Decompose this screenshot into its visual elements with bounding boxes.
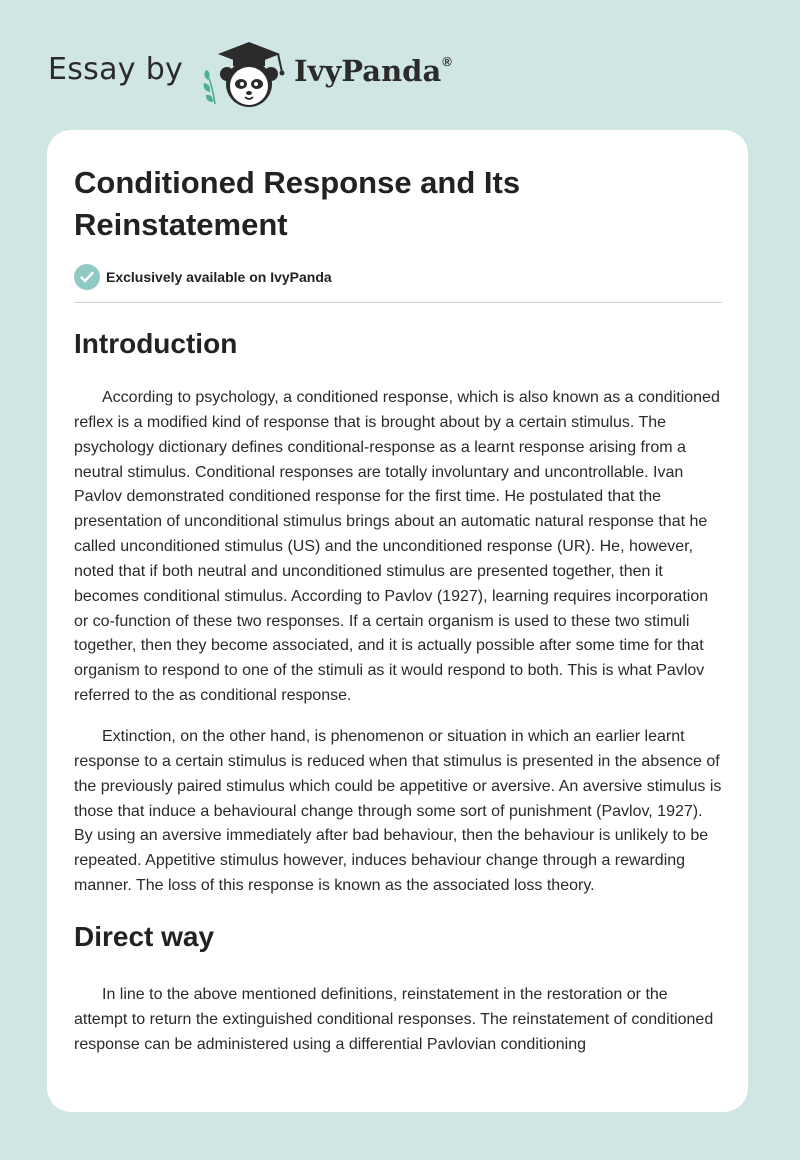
paragraph: According to psychology, a conditioned response, which is also known as a conditioned reflex is a modified kind of response that is brought about by a certain stimulus. The psychology dictionary defines conditional-response as a learnt response arising from a neutral stimulus. Conditional responses are totally involuntary and uncontrollable. Ivan Pavlov demonstrated conditioned response for the first time. He postulated that the presentation of unconditional stimulus brings about an automatic natural response that he called unconditioned stimulus (US) and the unconditioned response (UR). He, however, noted that if both neutral and unconditioned stimulus are presented together, then it becomes conditional stimulus. According to Pavlov (1927), learning requires incorporation or co-function of these two responses. If a certain organism is used to these two stimuli together, then they become associated, and it is actually possible after some time for that organism to respond to one of the stimuli as it would respond to both. This is what Pavlov referred to the as conditional response. xyxy=(74,389,720,705)
essay-body xyxy=(74,318,724,1057)
check-mark-graphic xyxy=(80,271,94,283)
exclusive-badge xyxy=(74,264,332,290)
paragraph: In line to the above mentioned definitions, reinstatement in the restoration or the attempt to return the extinguished conditional responses. The reinstatement of conditioned response can be administered using a differential Pavlovian conditioning xyxy=(74,985,714,1053)
panda-logo-graphic xyxy=(200,34,300,110)
exclusive-label: Exclusively available on IvyPanda xyxy=(106,269,332,285)
essay-by-label: Essay by xyxy=(48,52,184,87)
check-circle-icon xyxy=(74,264,100,290)
section-heading-direct-way: Direct way xyxy=(74,920,215,952)
registered-mark: ® xyxy=(442,54,452,70)
site-header xyxy=(48,34,508,114)
essay-card xyxy=(47,130,748,1112)
brand-text: IvyPanda xyxy=(294,54,442,88)
panda-graduate-logo-icon[interactable] xyxy=(200,34,300,110)
page-title: Conditioned Response and Its Reinstatement xyxy=(74,165,521,242)
section-heading-introduction: Introduction xyxy=(74,328,238,359)
brand-name[interactable] xyxy=(294,54,452,88)
title-divider xyxy=(74,302,722,303)
paragraph: Extinction, on the other hand, is phenomenon or situation in which an earlier learnt response to a certain stimulus is reduced when that stimulus is presented in the absence of the previously paired stimulus which could be appetitive or aversive. An aversive stimulus is those that induce a behavioural change through some sort of punishment (Pavlov, 1927). By using an aversive immediately after bad behaviour, then the behaviour is unlikely to be repeated. Appetitive stimulus however, induces behaviour change through a rewarding manner. The loss of this response is known as the associated loss theory. xyxy=(74,727,722,895)
